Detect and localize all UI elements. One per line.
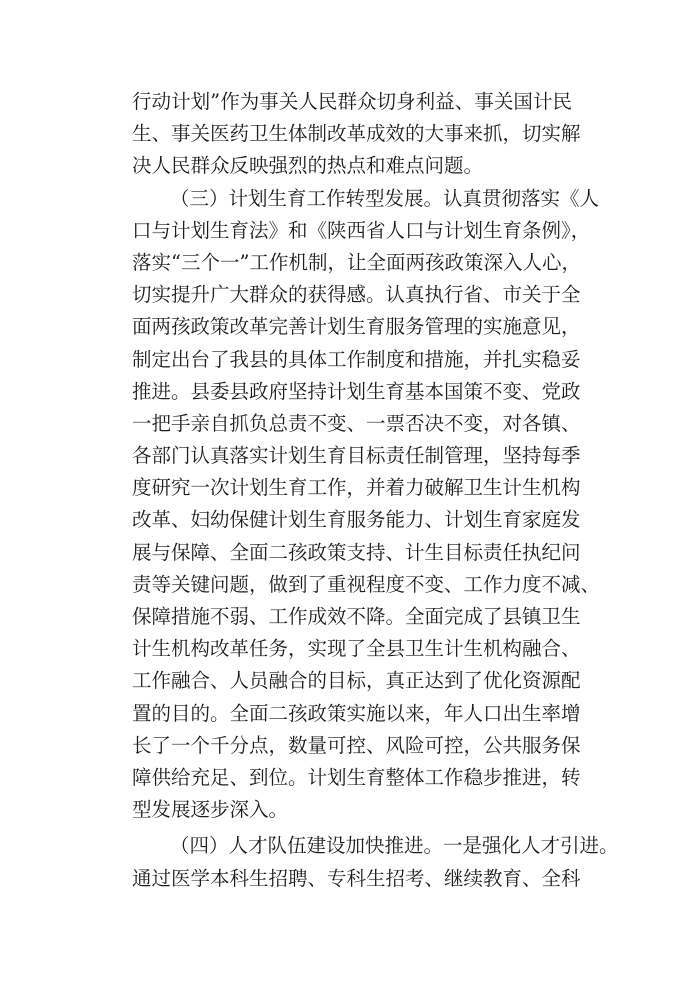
- text-line: 通过医学本科生招聘、专科生招考、继续教育、全科: [132, 866, 581, 890]
- paragraph-1: [132, 86, 581, 183]
- text-line: 面两孩政策改革完善计划生育服务管理的实施意见，: [132, 315, 581, 339]
- text-line: 行动计划”作为事关人民群众切身利益、事关国计民: [132, 90, 572, 113]
- text-line: 生、事关医药卫生体制改革成效的大事来抓，切实解: [132, 122, 581, 146]
- document-body: [132, 86, 619, 895]
- text-line: 置的目的。全面二孩政策实施以来，年人口出生率增: [132, 701, 581, 725]
- text-line: 责等关键问题，做到了重视程度不变、工作力度不减、: [132, 572, 601, 596]
- paragraph-2: [132, 183, 601, 827]
- text-line: 障供给充足、到位。计划生育整体工作稳步推进，转: [132, 765, 581, 789]
- paragraph-3: [132, 830, 619, 894]
- text-line: 度研究一次计划生育工作，并着力破解卫生计生机构: [132, 476, 581, 500]
- text-line: 切实提升广大群众的获得感。认真执行省、市关于全: [132, 283, 581, 307]
- text-line: 决人民群众反映强烈的热点和难点问题。: [132, 154, 484, 178]
- text-line: 长了一个千分点，数量可控、风险可控，公共服务保: [132, 733, 581, 757]
- text-line: 推进。县委县政府坚持计划生育基本国策不变、党政: [132, 379, 581, 403]
- text-line: 型发展逐步深入。: [132, 798, 289, 822]
- text-line: 展与保障、全面二孩政策支持、计生目标责任执纪问: [132, 540, 581, 564]
- text-line: （三）计划生育工作转型发展。认真贯彻落实《人: [170, 186, 600, 210]
- text-line: 落实“三个一”工作机制，让全面两孩政策深入人心，: [132, 250, 581, 274]
- text-line: 改革、妇幼保健计划生育服务能力、计划生育家庭发: [132, 508, 581, 532]
- text-line: 计生机构改革任务，实现了全县卫生计生机构融合、: [132, 637, 581, 661]
- text-line: （四）人才队伍建设加快推进。一是强化人才引进。: [170, 834, 619, 858]
- text-line: 各部门认真落实计划生育目标责任制管理，坚持每季: [132, 444, 581, 468]
- text-line: 一把手亲自抓负总责不变、一票否决不变，对各镇、: [132, 411, 581, 435]
- text-line: 工作融合、人员融合的目标，真正达到了优化资源配: [132, 669, 581, 693]
- text-line: 口与计划生育法》和《陕西省人口与计划生育条例》，: [132, 218, 591, 242]
- text-line: 保障措施不弱、工作成效不降。全面完成了县镇卫生: [132, 605, 581, 628]
- text-line: 制定出台了我县的具体工作制度和措施，并扎实稳妥: [132, 347, 581, 371]
